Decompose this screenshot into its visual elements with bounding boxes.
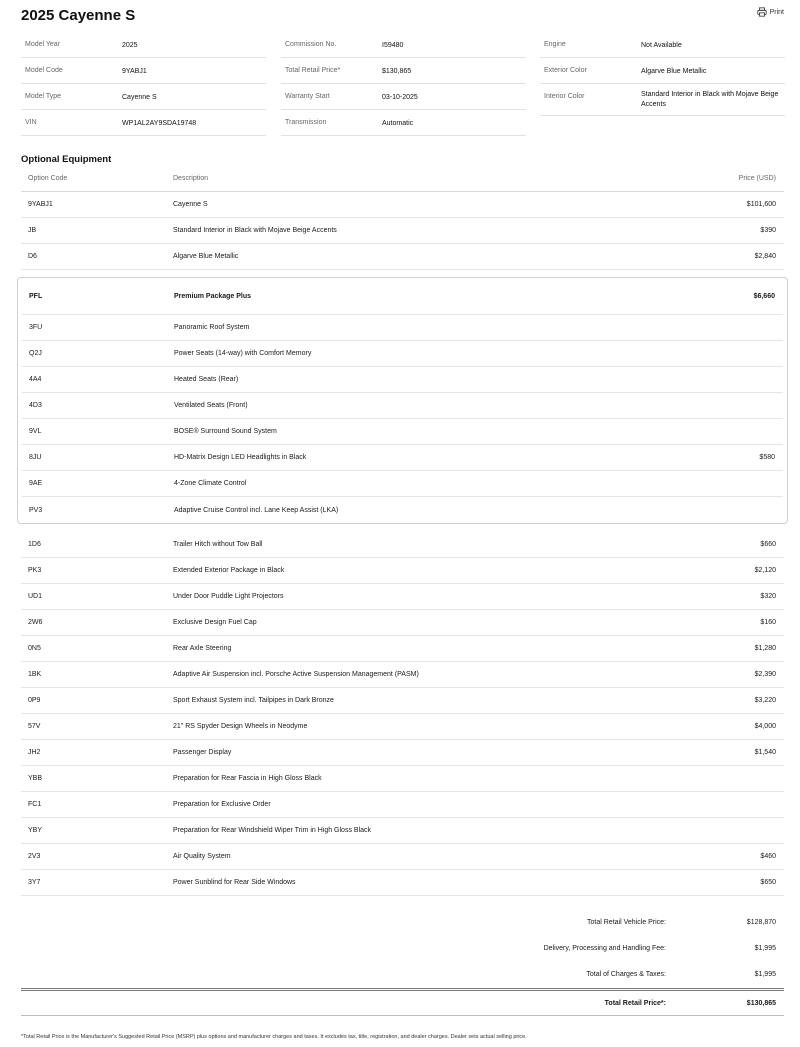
option-description: Preparation for Rear Fascia in High Gloss Black xyxy=(173,775,322,782)
spec-key: Warranty Start xyxy=(285,93,330,100)
totals-section xyxy=(21,909,784,1016)
spec-value: 2025 xyxy=(122,42,138,49)
table-row xyxy=(21,636,784,662)
option-code: 0P9 xyxy=(28,697,41,704)
option-price: $2,390 xyxy=(754,671,776,678)
total-label: Total of Charges & Taxes: xyxy=(586,970,666,978)
option-description: Sport Exhaust System incl. Tailpipes in Dark Bronze xyxy=(173,697,334,704)
option-code: 9AE xyxy=(29,480,43,487)
option-price: $320 xyxy=(760,593,776,600)
spec-key: Commission No. xyxy=(285,41,337,48)
option-code: 8JU xyxy=(29,454,42,461)
spec-value: Algarve Blue Metallic xyxy=(641,68,707,75)
option-description: Power Sunblind for Rear Side Windows xyxy=(173,879,296,886)
spec-value: Automatic xyxy=(382,120,414,127)
option-price: $660 xyxy=(760,541,776,548)
option-code: 57V xyxy=(28,723,41,730)
option-code: FC1 xyxy=(28,801,42,808)
option-code: 9VL xyxy=(29,428,42,435)
option-description: Preparation for Rear Windshield Wiper Trim in High Gloss Black xyxy=(173,827,372,834)
option-description: Panoramic Roof System xyxy=(174,324,250,331)
spec-value: 9YABJ1 xyxy=(122,68,147,75)
header-description: Description xyxy=(173,175,209,182)
page-title: 2025 Cayenne S xyxy=(21,7,136,24)
table-row xyxy=(22,315,783,341)
option-price: $1,540 xyxy=(754,749,776,756)
table-row xyxy=(21,662,784,688)
option-code: 1D6 xyxy=(28,541,41,548)
final-total-row xyxy=(21,988,784,1016)
package-group xyxy=(17,277,788,524)
print-button[interactable] xyxy=(757,7,784,17)
table-row xyxy=(21,792,784,818)
option-code: UD1 xyxy=(28,593,43,600)
spec-key: Model Year xyxy=(25,41,61,48)
option-price: $3,220 xyxy=(754,697,776,704)
final-total-amount: $130,865 xyxy=(746,999,776,1007)
option-code: 3Y7 xyxy=(28,879,41,886)
option-description: Rear Axle Steering xyxy=(173,645,232,652)
package-price: $6,660 xyxy=(753,292,775,300)
table-row xyxy=(21,818,784,844)
total-row xyxy=(21,961,784,987)
spec-key: VIN xyxy=(25,119,37,126)
spec-row xyxy=(540,32,785,58)
option-code: D6 xyxy=(28,253,37,260)
spec-value: Not Available xyxy=(641,42,682,49)
header-option-code: Option Code xyxy=(28,175,68,182)
option-description: Adaptive Air Suspension incl. Porsche Active Suspension Management (PASM) xyxy=(173,671,419,678)
table-row xyxy=(21,688,784,714)
option-description: Preparation for Exclusive Order xyxy=(173,801,271,808)
option-description: HD-Matrix Design LED Headlights in Black xyxy=(174,454,307,461)
option-price: $390 xyxy=(760,227,776,234)
option-code: 1BK xyxy=(28,671,42,678)
table-row xyxy=(21,610,784,636)
option-description: Passenger Display xyxy=(173,749,232,756)
table-row xyxy=(22,497,783,523)
option-description: 21" RS Spyder Design Wheels in Neodyme xyxy=(173,723,308,730)
table-row xyxy=(22,419,783,445)
option-price: $101,600 xyxy=(746,201,776,208)
option-description: BOSE® Surround Sound System xyxy=(174,428,277,435)
package-code: PFL xyxy=(29,292,43,300)
option-code: YBY xyxy=(28,827,43,834)
option-description: Under Door Puddle Light Projectors xyxy=(173,593,284,600)
option-description: Trailer Hitch without Tow Ball xyxy=(173,541,263,548)
total-label: Delivery, Processing and Handling Fee: xyxy=(543,944,666,952)
option-code: 4A4 xyxy=(29,376,42,383)
table-row xyxy=(22,341,783,367)
spec-key: Engine xyxy=(544,41,566,48)
package-header-row xyxy=(22,278,783,315)
final-total-label: Total Retail Price*: xyxy=(604,999,666,1007)
option-code: 4D3 xyxy=(29,402,42,409)
option-code: YBB xyxy=(28,775,43,782)
spec-row xyxy=(281,32,526,58)
option-description: Ventilated Seats (Front) xyxy=(174,402,248,409)
option-code: JB xyxy=(28,227,37,234)
option-description: Extended Exterior Package in Black xyxy=(173,567,285,574)
spec-key: Transmission xyxy=(285,119,327,126)
table-row xyxy=(21,740,784,766)
option-description: Adaptive Cruise Control incl. Lane Keep Assist (LKA) xyxy=(174,506,339,514)
equipment-table xyxy=(21,166,784,896)
spec-value: Cayenne S xyxy=(122,94,157,101)
total-amount: $1,995 xyxy=(754,970,776,978)
table-row xyxy=(21,766,784,792)
print-label: Print xyxy=(769,8,784,16)
table-row xyxy=(22,393,783,419)
spec-row xyxy=(21,110,266,136)
option-price: $2,120 xyxy=(754,567,776,574)
option-description: Algarve Blue Metallic xyxy=(173,253,239,260)
option-price: $4,000 xyxy=(754,723,776,730)
spec-key: Exterior Color xyxy=(544,67,587,74)
specs-column-2 xyxy=(281,32,526,136)
table-row xyxy=(22,367,783,393)
table-row xyxy=(21,584,784,610)
option-description: Cayenne S xyxy=(173,201,208,208)
specs-column-3 xyxy=(540,32,785,116)
spec-row xyxy=(281,84,526,110)
spec-value: 03-10-2025 xyxy=(382,94,418,101)
spec-key: Interior Color xyxy=(544,93,585,100)
option-code: PK3 xyxy=(28,567,42,574)
footnote: *Total Retail Price is the Manufacturer's Suggested Retail Price (MSRP) plus options and manufacturer charges and taxes. It excludes tax, title, registration, and dealer charges. Dealer sets actual selling price. xyxy=(21,1034,527,1040)
option-description: Heated Seats (Rear) xyxy=(174,376,239,383)
option-price: $1,280 xyxy=(754,645,776,652)
spec-row xyxy=(21,58,266,84)
total-amount: $128,870 xyxy=(746,918,776,926)
spec-row xyxy=(281,58,526,84)
table-row xyxy=(22,445,783,471)
option-description: Air Quality System xyxy=(173,853,231,860)
option-description: 4-Zone Climate Control xyxy=(174,480,247,487)
table-row xyxy=(21,244,784,270)
option-code: Q2J xyxy=(29,350,42,357)
spec-value: $130,865 xyxy=(382,68,412,75)
option-price: $580 xyxy=(759,454,775,461)
spec-row xyxy=(540,58,785,84)
package-description: Premium Package Plus xyxy=(174,292,252,300)
section-title-optional-equipment: Optional Equipment xyxy=(21,154,112,165)
option-code: PV3 xyxy=(29,506,43,514)
option-code: 0N5 xyxy=(28,645,41,652)
option-description: Standard Interior in Black with Mojave Beige Accents xyxy=(173,227,337,234)
table-row xyxy=(21,870,784,896)
option-description: Power Seats (14-way) with Comfort Memory xyxy=(174,350,312,357)
option-price: $460 xyxy=(760,853,776,860)
printer-icon xyxy=(757,7,767,17)
spec-key: Total Retail Price* xyxy=(285,67,341,74)
total-row xyxy=(21,909,784,935)
table-row xyxy=(21,218,784,244)
table-row xyxy=(21,714,784,740)
option-description: Exclusive Design Fuel Cap xyxy=(173,619,257,626)
option-code: 9YABJ1 xyxy=(28,201,53,208)
spec-value: Standard Interior in Black with Mojave Beige Accents xyxy=(641,91,779,108)
option-code: 2V3 xyxy=(28,853,41,860)
spec-row xyxy=(21,84,266,110)
spec-row xyxy=(540,84,785,116)
total-amount: $1,995 xyxy=(754,944,776,952)
total-row xyxy=(21,935,784,961)
table-row xyxy=(21,532,784,558)
table-row xyxy=(21,558,784,584)
option-price: $2,840 xyxy=(754,253,776,260)
option-code: 3FU xyxy=(29,324,43,331)
spec-value: WP1AL2AY9SDA19748 xyxy=(122,120,197,127)
specs-column-1 xyxy=(21,32,266,136)
table-row xyxy=(21,844,784,870)
spec-value: I59480 xyxy=(382,42,404,49)
option-price: $650 xyxy=(760,879,776,886)
table-row xyxy=(22,471,783,497)
header-price: Price (USD) xyxy=(738,175,776,182)
option-code: JH2 xyxy=(28,749,41,756)
total-label: Total Retail Vehicle Price: xyxy=(587,918,666,926)
spec-key: Model Code xyxy=(25,67,63,74)
spec-row xyxy=(281,110,526,136)
option-code: 2W6 xyxy=(28,619,43,626)
spec-row xyxy=(21,32,266,58)
table-header xyxy=(21,166,784,192)
table-row xyxy=(21,192,784,218)
spec-key: Model Type xyxy=(25,93,62,100)
option-price: $160 xyxy=(760,619,776,626)
